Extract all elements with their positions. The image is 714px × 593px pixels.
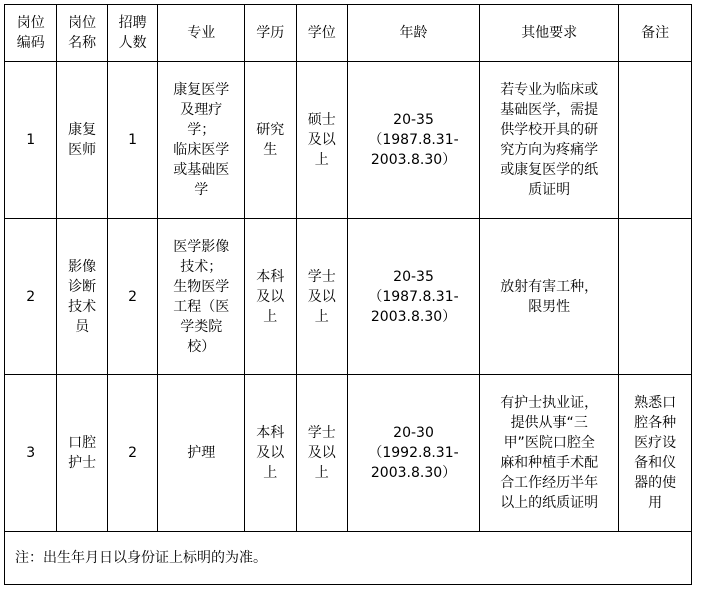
note-row — [5, 532, 692, 585]
cell-code: 2 — [5, 219, 57, 375]
cell-education: 本科 及以 上 — [245, 219, 296, 375]
cell-remark: 熟悉口 腔各种 医疗设 备和仪 器的使 用 — [619, 375, 692, 532]
header-code: 岗位 编码 — [5, 5, 57, 62]
header-count: 招聘 人数 — [107, 5, 157, 62]
cell-other: 有护士执业证， 提供从事“三 甲”医院口腔全 麻和种植手术配 合工作经历半年 以上的纸质证明 — [480, 375, 619, 532]
cell-education: 本科 及以 上 — [245, 375, 296, 532]
cell-remark — [619, 62, 692, 219]
cell-age: 20-35 （1987.8.31- 2003.8.30） — [347, 62, 479, 219]
cell-code: 3 — [5, 375, 57, 532]
table-row — [5, 62, 692, 219]
header-education: 学历 — [245, 5, 296, 62]
recruitment-table-container — [4, 4, 692, 585]
cell-major: 护理 — [158, 375, 245, 532]
cell-name: 影像 诊断 技术 员 — [57, 219, 107, 375]
cell-name: 康复 医师 — [57, 62, 107, 219]
cell-age: 20-30 （1992.8.31- 2003.8.30） — [347, 375, 479, 532]
header-name: 岗位 名称 — [57, 5, 107, 62]
cell-age: 20-35 （1987.8.31- 2003.8.30） — [347, 219, 479, 375]
note-text: 注：出生年月日以身份证上标明的为准。 — [5, 532, 692, 585]
header-other: 其他要求 — [480, 5, 619, 62]
cell-degree: 学士 及以 上 — [296, 219, 347, 375]
cell-degree: 硕士 及以 上 — [296, 62, 347, 219]
table-row — [5, 219, 692, 375]
table-row — [5, 375, 692, 532]
recruitment-table — [4, 4, 692, 585]
cell-remark — [619, 219, 692, 375]
cell-name: 口腔 护士 — [57, 375, 107, 532]
cell-count: 2 — [107, 219, 157, 375]
cell-count: 1 — [107, 62, 157, 219]
header-remark: 备注 — [619, 5, 692, 62]
header-major: 专业 — [158, 5, 245, 62]
cell-count: 2 — [107, 375, 157, 532]
header-degree: 学位 — [296, 5, 347, 62]
cell-major: 医学影像 技术； 生物医学 工程（医 学类院 校） — [158, 219, 245, 375]
cell-code: 1 — [5, 62, 57, 219]
cell-degree: 学士 及以 上 — [296, 375, 347, 532]
cell-other: 放射有害工种， 限男性 — [480, 219, 619, 375]
cell-major: 康复医学 及理疗 学； 临床医学 或基础医 学 — [158, 62, 245, 219]
header-age: 年龄 — [347, 5, 479, 62]
cell-other: 若专业为临床或 基础医学，需提 供学校开具的研 究方向为疼痛学 或康复医学的纸 质证明 — [480, 62, 619, 219]
cell-education: 研究 生 — [245, 62, 296, 219]
header-row — [5, 5, 692, 62]
